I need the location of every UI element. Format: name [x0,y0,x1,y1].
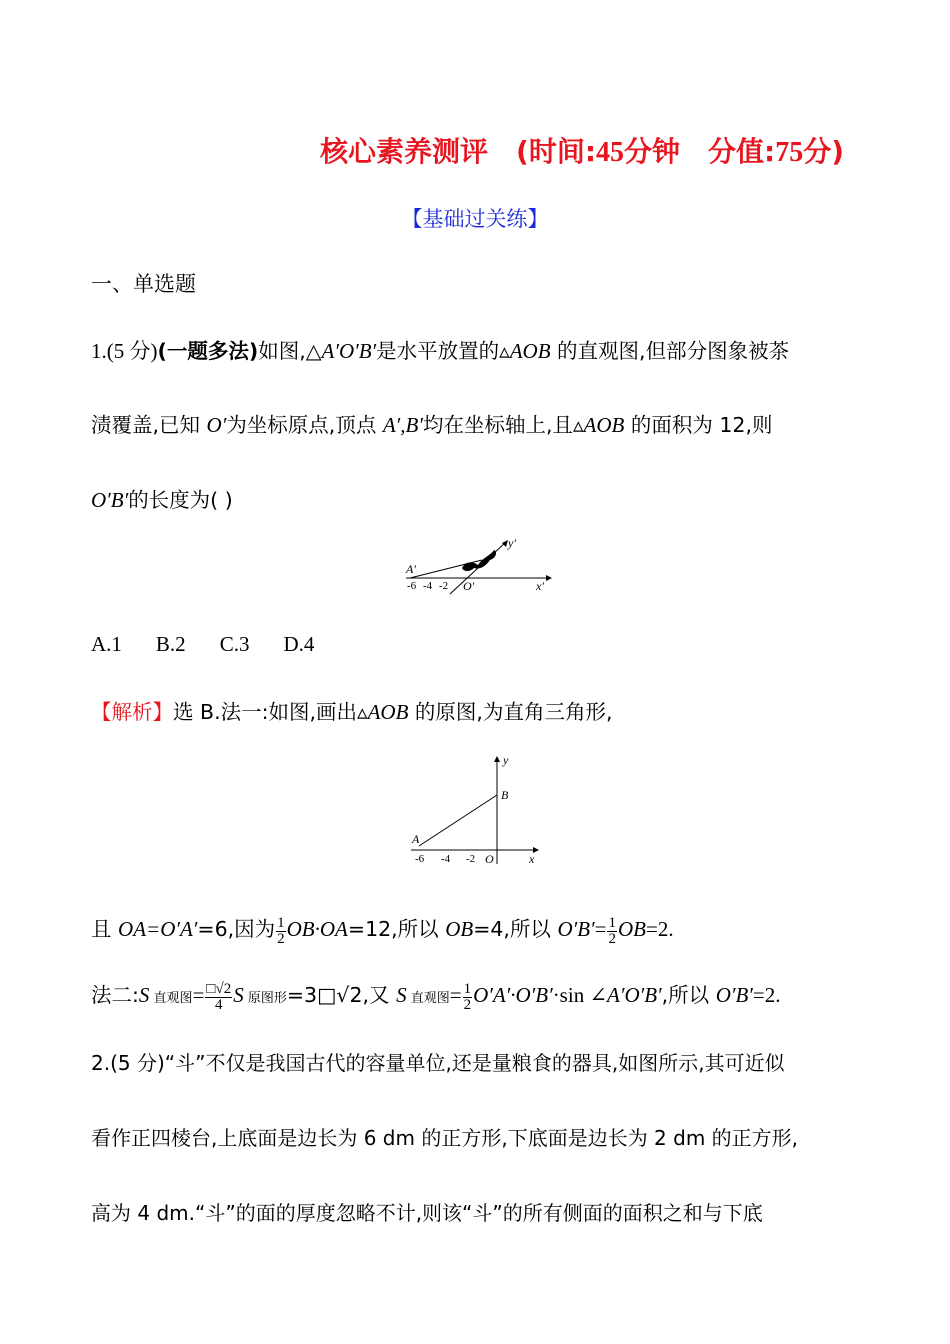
q1-line-3 [91,483,233,513]
fig2-label-o: O [485,852,494,866]
q1-number: 1.(5 分) [91,339,158,363]
subscript: 原图形 [243,991,287,1006]
q2-line-2: 看作正四棱台,上底面是边长为 6 dm 的正方形,下底面是边长为 2 dm 的正方形, [91,1126,799,1150]
solution-text: =12,所以 [347,917,446,941]
solution-text: 法二: [91,983,139,1007]
choice-b[interactable]: B.2 [155,632,186,656]
solution-text: 选 B.法一:如图,画出 [173,700,358,724]
q1-math: A′O′B′ [321,339,377,363]
q1-math: O′B′ [91,488,129,512]
solution-math: OA=O′A′ [118,917,198,941]
subtitle: 【基础过关练】 [401,207,549,231]
choice-d[interactable]: D.4 [283,632,315,656]
q1-text: 如图,△ [258,339,322,363]
fig2-tick-1: -6 [415,853,425,865]
fraction-denominator: 2 [277,930,285,947]
solution-math: S [233,983,244,1007]
q1-math: O′ [206,413,227,437]
solution-math: OB·OA [286,917,348,941]
solution-math: O′A′·O′B′ [473,983,553,1007]
solution-text: =6,因为 [197,917,276,941]
solution-figure [405,752,545,867]
q1-text: 的面积为 12,则 [624,413,773,437]
fig2-label-a: A [412,832,420,846]
solution-math: ▵AOB [357,700,409,724]
subscript: 直观图 [149,991,193,1006]
q1-line-2 [91,408,773,438]
solution-math: OB [617,917,646,941]
fraction-numerator: 1 [608,914,616,931]
title-score-unit: 分) [803,135,845,168]
fraction-numerator: 1 [277,914,285,931]
q1-text: 的长度为( ) [128,488,233,512]
fraction-numerator: 1 [463,980,472,997]
solution-text: ,所以 [661,983,716,1007]
fraction [607,916,617,947]
solution-text: =3□√2,又 [286,983,397,1007]
subscript: 直观图 [406,991,450,1006]
title-time-value: 45 [596,137,625,168]
solution-text: 的原图,为直角三角形, [408,700,613,724]
solution-text: =2. [752,983,781,1007]
fraction [463,982,473,1013]
q1-text: 渍覆盖,已知 [91,413,207,437]
fig2-label-b: B [501,788,509,802]
solution-line-3 [91,978,780,1013]
q1-math: ▵AOB [572,413,625,437]
q1-figure [400,532,560,597]
fig1-tick-2: -4 [423,580,433,592]
solution-text: 且 [91,917,119,941]
choice-c[interactable]: C.3 [219,632,250,656]
fig2-label-x: x [529,852,535,866]
solution-math: OB [445,917,474,941]
q1-choices [91,632,348,657]
fig1-label-a: A′ [406,562,416,576]
solution-line-2 [91,912,674,947]
solution-math: O′B′ [557,917,595,941]
solution-text: =2. [645,917,674,941]
q1-text: 均在坐标轴上,且 [422,413,573,437]
page-title [320,130,844,170]
fraction-numerator: □√2 [206,980,232,997]
q1-line-1 [91,334,789,365]
solution-math: O′B′ [715,983,753,1007]
solution-text: = [594,917,607,941]
q1-tag: (一题多法) [157,339,259,363]
solution-text: = [449,983,462,1007]
solution-math: S [138,983,150,1007]
title-main: 核心素养测评 [320,135,489,168]
solution-math: S [396,983,407,1007]
solution-tag: 【解析】 [91,700,173,724]
fraction-denominator: 2 [608,930,616,947]
q1-text: 是水平放置的 [376,339,500,363]
section-heading: 一、单选题 [91,272,196,296]
solution-line-1 [91,695,612,725]
title-time-unit: 分钟 [624,135,681,168]
fraction [205,982,232,1013]
fraction-denominator: 2 [463,996,472,1013]
fraction-denominator: 4 [215,996,223,1013]
fig1-tick-1: -6 [407,580,417,592]
q2-line-1: 2.(5 分)“斗”不仅是我国古代的容量单位,还是量粮食的器具,如图所示,其可近似 [91,1051,785,1075]
q1-text: 的直观图,但部分图象被茶 [550,339,790,363]
fig1-label-o: O′ [463,579,475,593]
title-score-value: 75 [775,137,804,168]
title-time-label: (时间: [516,135,597,168]
fig1-tick-3: -2 [439,580,449,592]
fig2-label-y: y [503,753,509,767]
q1-text: 为坐标原点,顶点 [226,413,383,437]
fig1-label-x: x′ [536,579,544,593]
title-score-label: 分值: [708,135,776,168]
q1-math: ▵AOB [499,339,551,363]
solution-math: A′O′B′ [607,983,662,1007]
solution-text: ·sin ∠ [552,983,608,1007]
solution-text: = [192,983,205,1007]
fig2-tick-3: -2 [466,853,476,865]
solution-text: =4,所以 [473,917,558,941]
fraction [276,916,286,947]
fig1-label-y: y′ [508,536,516,550]
q2-line-3: 高为 4 dm.“斗”的面的厚度忽略不计,则该“斗”的所有侧面的面积之和与下底 [91,1201,763,1225]
fig2-tick-2: -4 [441,853,451,865]
q1-math: A′,B′ [382,413,423,437]
choice-a[interactable]: A.1 [91,632,122,656]
